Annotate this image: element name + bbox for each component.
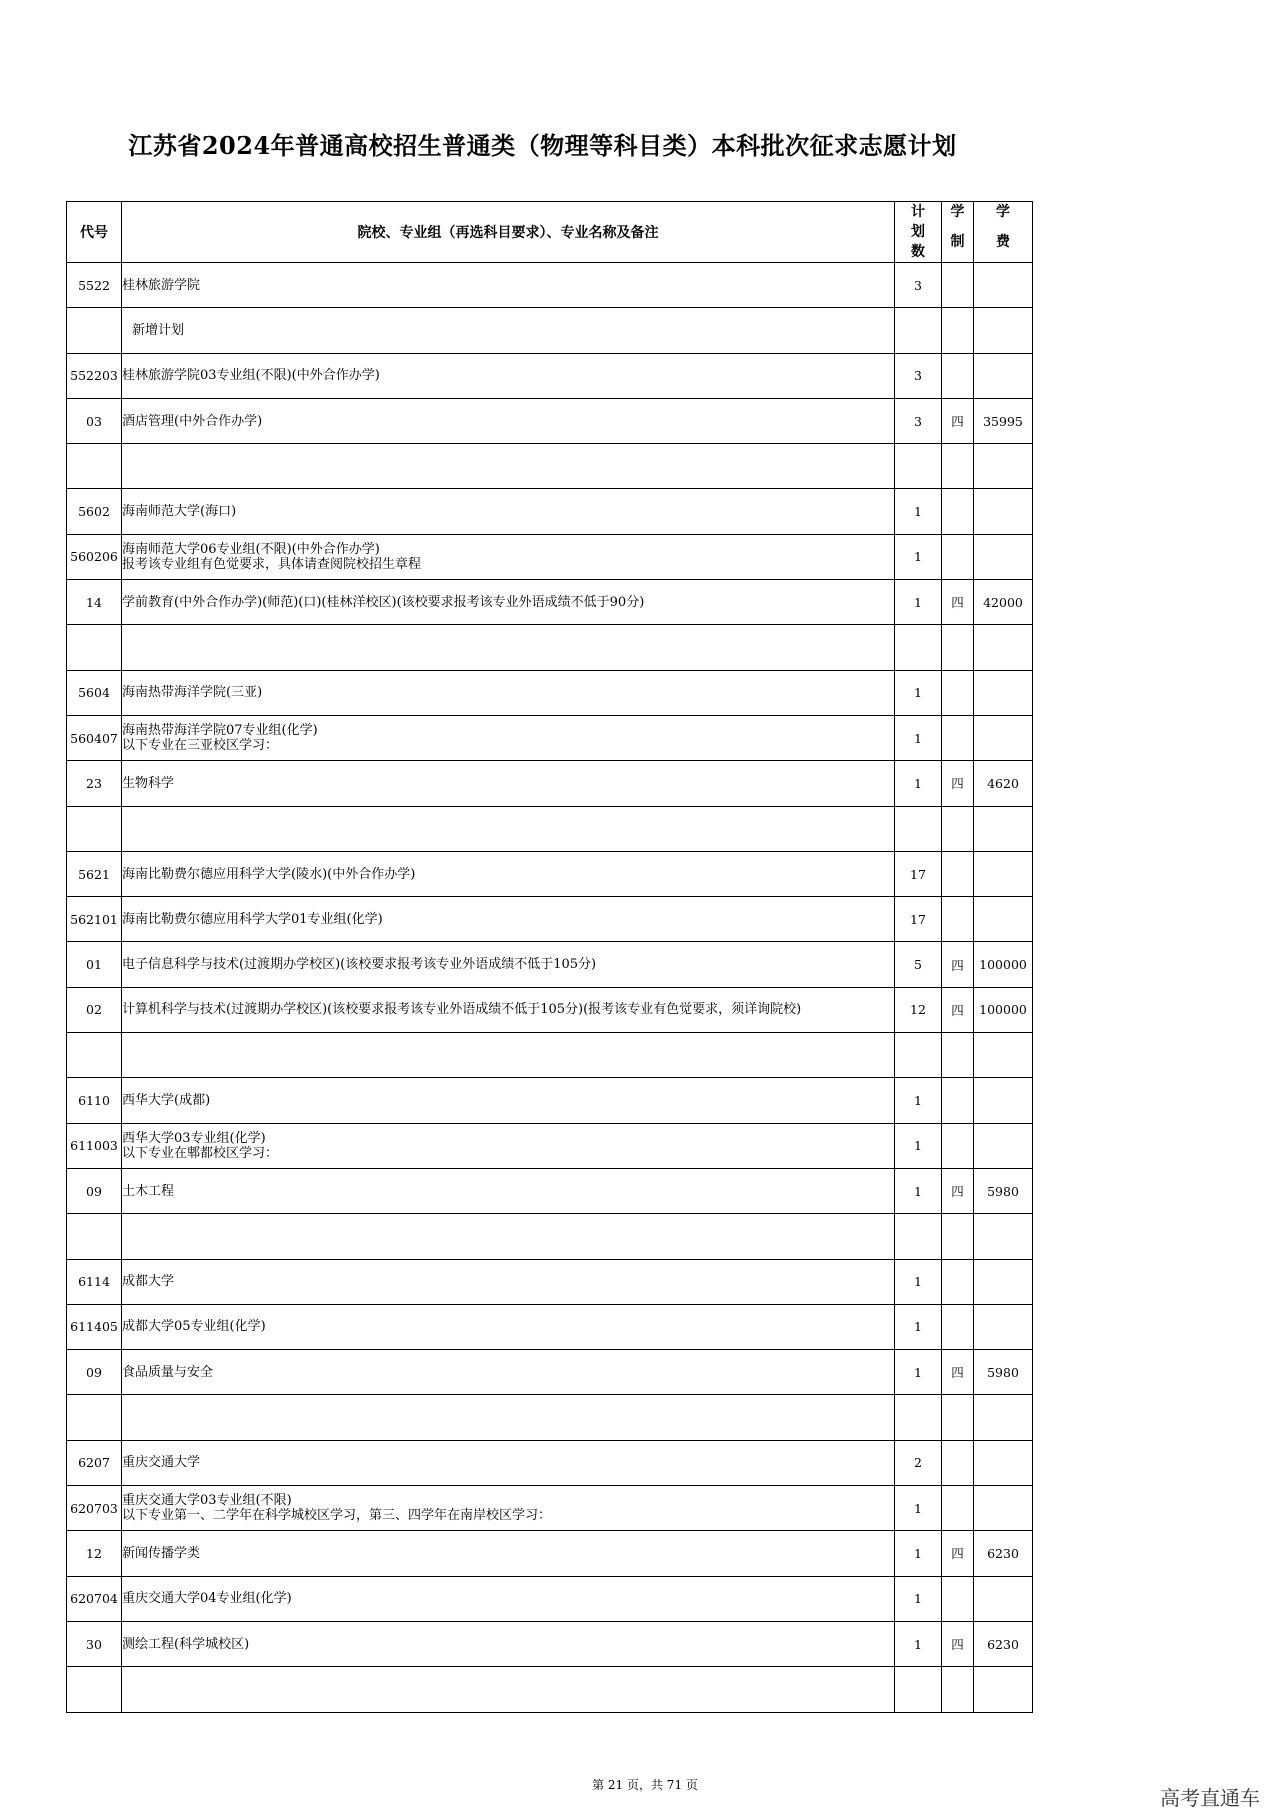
cell-plan: 1 (895, 715, 942, 760)
cell-fee (974, 715, 1033, 760)
cell-name (122, 625, 895, 670)
cell-duration: 四 (942, 761, 974, 806)
cell-duration: 四 (942, 1350, 974, 1395)
cell-name (122, 1576, 895, 1621)
cell-fee (974, 1304, 1033, 1349)
cell-fee (974, 353, 1033, 398)
cell-fee (974, 625, 1033, 670)
cell-duration: 四 (942, 398, 974, 443)
cell-duration: 四 (942, 1168, 974, 1213)
cell-plan: 3 (895, 398, 942, 443)
cell-code (67, 1033, 122, 1078)
cell-fee (974, 897, 1033, 942)
cell-name (122, 308, 895, 353)
cell-duration (942, 1214, 974, 1259)
cell-name-line: 重庆交通大学 (122, 1455, 201, 1471)
cell-code: 562101 (67, 897, 122, 942)
table-row (67, 1214, 1033, 1259)
cell-fee: 100000 (974, 942, 1033, 987)
cell-duration (942, 263, 974, 308)
cell-duration (942, 1395, 974, 1440)
cell-code: 620704 (67, 1576, 122, 1621)
cell-name (122, 444, 895, 489)
table-row (67, 806, 1033, 851)
cell-code: 5621 (67, 851, 122, 896)
cell-code: 09 (67, 1168, 122, 1213)
cell-plan: 1 (895, 1486, 942, 1531)
cell-duration: 四 (942, 987, 974, 1032)
cell-name (122, 580, 895, 625)
table-row (67, 444, 1033, 489)
cell-name (122, 851, 895, 896)
cell-duration (942, 851, 974, 896)
cell-name-line: 以下专业在郫都校区学习： (122, 1145, 279, 1161)
cell-plan: 3 (895, 263, 942, 308)
cell-code (67, 1395, 122, 1440)
cell-name-line: 海南比勒费尔德应用科学大学(陵水)(中外合作办学) (122, 866, 416, 882)
cell-fee (974, 851, 1033, 896)
cell-name-line: 西华大学03专业组(化学) (122, 1130, 266, 1146)
cell-code (67, 806, 122, 851)
cell-code: 611405 (67, 1304, 122, 1349)
cell-code: 02 (67, 987, 122, 1032)
cell-name (122, 1350, 895, 1395)
cell-plan: 1 (895, 1168, 942, 1213)
cell-plan: 1 (895, 670, 942, 715)
cell-plan: 2 (895, 1440, 942, 1485)
cell-plan (895, 444, 942, 489)
cell-code: 09 (67, 1350, 122, 1395)
table-row (67, 1621, 1033, 1666)
table-row (67, 715, 1033, 760)
cell-duration (942, 715, 974, 760)
cell-plan: 1 (895, 1304, 942, 1349)
watermark-text: 高考直通车 (1160, 1786, 1260, 1810)
cell-plan (895, 806, 942, 851)
cell-plan: 1 (895, 580, 942, 625)
cell-duration: 四 (942, 580, 974, 625)
cell-code: 5604 (67, 670, 122, 715)
page-footer: 第 21 页，共 71 页 (592, 1778, 698, 1792)
cell-name (122, 897, 895, 942)
cell-name-line: 海南热带海洋学院07专业组(化学) (122, 723, 318, 739)
cell-name (122, 1486, 895, 1531)
cell-code: 560407 (67, 715, 122, 760)
cell-duration (942, 670, 974, 715)
table-row (67, 897, 1033, 942)
cell-plan: 17 (895, 851, 942, 896)
table-row (67, 625, 1033, 670)
cell-name-line: 测绘工程(科学城校区) (122, 1636, 250, 1652)
cell-name-line: 西华大学(成都) (122, 1092, 211, 1108)
cell-code: 6114 (67, 1259, 122, 1304)
cell-duration (942, 1440, 974, 1485)
cell-fee (974, 1440, 1033, 1485)
cell-code (67, 625, 122, 670)
cell-duration (942, 444, 974, 489)
cell-code: 01 (67, 942, 122, 987)
cell-name-line: 食品质量与安全 (122, 1364, 214, 1380)
table-row (67, 398, 1033, 443)
cell-fee (974, 489, 1033, 534)
cell-name (122, 1395, 895, 1440)
cell-duration (942, 1033, 974, 1078)
cell-name (122, 1621, 895, 1666)
table-row (67, 1531, 1033, 1576)
cell-name-line: 海南师范大学06专业组(不限)(中外合作办学) (122, 541, 380, 557)
cell-name (122, 1168, 895, 1213)
cell-fee: 4620 (974, 761, 1033, 806)
cell-name (122, 670, 895, 715)
table-row (67, 987, 1033, 1032)
header-code: 代号 (67, 202, 122, 263)
cell-plan: 1 (895, 761, 942, 806)
cell-name-line: 海南师范大学(海口) (122, 504, 237, 520)
cell-name-line: 报考该专业组有色觉要求，具体请查阅院校招生章程 (122, 556, 422, 572)
cell-name (122, 987, 895, 1032)
cell-fee (974, 670, 1033, 715)
cell-name-line: 成都大学05专业组(化学) (122, 1319, 266, 1335)
cell-fee: 42000 (974, 580, 1033, 625)
cell-name-line: 海南比勒费尔德应用科学大学01专业组(化学) (122, 911, 383, 927)
cell-duration: 四 (942, 1531, 974, 1576)
cell-plan: 12 (895, 987, 942, 1032)
header-plan: 计 划 数 (895, 202, 942, 263)
cell-name-line: 计算机科学与技术(过渡期办学校区)(该校要求报考该专业外语成绩不低于105分)(报考该专业有色觉要求，须详询院校) (122, 1002, 802, 1018)
cell-plan: 1 (895, 1078, 942, 1123)
cell-fee (974, 263, 1033, 308)
document-title: 江苏省2024年普通高校招生普通类（物理等科目类）本科批次征求志愿计划 (128, 131, 957, 160)
cell-name (122, 1531, 895, 1576)
cell-name-line: 新增计划 (132, 322, 185, 338)
cell-code: 30 (67, 1621, 122, 1666)
cell-name (122, 715, 895, 760)
cell-plan: 1 (895, 1350, 942, 1395)
cell-code: 5522 (67, 263, 122, 308)
cell-duration (942, 1576, 974, 1621)
cell-fee (974, 1033, 1033, 1078)
cell-duration (942, 1078, 974, 1123)
cell-name-line: 成都大学 (122, 1274, 175, 1290)
cell-fee (974, 1123, 1033, 1168)
cell-code: 611003 (67, 1123, 122, 1168)
cell-name-line: 电子信息科学与技术(过渡期办学校区)(该校要求报考该专业外语成绩不低于105分) (122, 957, 597, 973)
enrollment-plan-table (66, 201, 1033, 1713)
cell-plan (895, 1214, 942, 1259)
table-header-row (67, 202, 1033, 263)
cell-fee (974, 1214, 1033, 1259)
table-row (67, 489, 1033, 534)
cell-duration (942, 353, 974, 398)
cell-duration (942, 1123, 974, 1168)
cell-name (122, 942, 895, 987)
cell-fee (974, 806, 1033, 851)
cell-fee: 100000 (974, 987, 1033, 1032)
cell-duration (942, 897, 974, 942)
cell-fee (974, 1259, 1033, 1304)
cell-code: 560206 (67, 534, 122, 579)
table-row (67, 1259, 1033, 1304)
table-row (67, 1395, 1033, 1440)
cell-fee: 6230 (974, 1621, 1033, 1666)
cell-name-line: 桂林旅游学院03专业组(不限)(中外合作办学) (122, 368, 380, 384)
cell-name-line: 学前教育(中外合作办学)(师范)(口)(桂林洋校区)(该校要求报考该专业外语成绩不低于90分) (122, 594, 645, 610)
cell-duration: 四 (942, 942, 974, 987)
cell-code: 6207 (67, 1440, 122, 1485)
cell-plan: 1 (895, 534, 942, 579)
cell-plan: 1 (895, 1123, 942, 1168)
table-row (67, 353, 1033, 398)
table-row (67, 761, 1033, 806)
cell-duration (942, 1259, 974, 1304)
table-row (67, 534, 1033, 579)
cell-fee (974, 1078, 1033, 1123)
cell-duration (942, 1304, 974, 1349)
cell-plan (895, 1033, 942, 1078)
cell-fee (974, 1395, 1033, 1440)
cell-code (67, 1214, 122, 1259)
cell-code: 14 (67, 580, 122, 625)
cell-plan (895, 308, 942, 353)
cell-name (122, 1123, 895, 1168)
cell-name (122, 1667, 895, 1712)
cell-code (67, 1667, 122, 1712)
cell-duration: 四 (942, 1621, 974, 1666)
cell-duration (942, 806, 974, 851)
cell-plan: 1 (895, 1621, 942, 1666)
cell-duration (942, 534, 974, 579)
cell-duration (942, 1667, 974, 1712)
table-row (67, 1667, 1033, 1712)
cell-name (122, 1214, 895, 1259)
cell-plan: 1 (895, 1259, 942, 1304)
table-row (67, 308, 1033, 353)
header-duration: 学 制 (942, 202, 974, 263)
cell-fee (974, 444, 1033, 489)
cell-code: 5602 (67, 489, 122, 534)
cell-name (122, 806, 895, 851)
cell-fee (974, 308, 1033, 353)
cell-plan: 17 (895, 897, 942, 942)
cell-plan: 5 (895, 942, 942, 987)
cell-fee: 5980 (974, 1350, 1033, 1395)
cell-fee (974, 1667, 1033, 1712)
cell-plan (895, 1395, 942, 1440)
cell-name (122, 353, 895, 398)
cell-name-line: 以下专业在三亚校区学习： (122, 738, 279, 754)
table-body (67, 263, 1033, 1713)
cell-code: 552203 (67, 353, 122, 398)
cell-name (122, 1440, 895, 1485)
cell-name-line: 生物科学 (122, 775, 175, 791)
table-row (67, 263, 1033, 308)
cell-name (122, 1304, 895, 1349)
cell-plan: 3 (895, 353, 942, 398)
cell-plan: 1 (895, 1531, 942, 1576)
cell-duration (942, 489, 974, 534)
cell-fee: 6230 (974, 1531, 1033, 1576)
table-row (67, 1304, 1033, 1349)
cell-plan (895, 625, 942, 670)
cell-name-line: 海南热带海洋学院(三亚) (122, 685, 263, 701)
table-row (67, 1576, 1033, 1621)
table-row (67, 851, 1033, 896)
cell-name (122, 489, 895, 534)
cell-code: 03 (67, 398, 122, 443)
cell-plan (895, 1667, 942, 1712)
cell-fee (974, 1576, 1033, 1621)
cell-code: 23 (67, 761, 122, 806)
table-row (67, 1033, 1033, 1078)
table-row (67, 1486, 1033, 1531)
cell-code: 6110 (67, 1078, 122, 1123)
table-row (67, 1078, 1033, 1123)
cell-name-line: 重庆交通大学04专业组(化学) (122, 1591, 292, 1607)
cell-name (122, 1259, 895, 1304)
cell-name (122, 1033, 895, 1078)
cell-name-line: 土木工程 (122, 1183, 175, 1199)
cell-fee: 5980 (974, 1168, 1033, 1213)
cell-name-line: 桂林旅游学院 (122, 277, 201, 293)
cell-plan: 1 (895, 489, 942, 534)
header-name: 院校、专业组（再选科目要求）、专业名称及备注 (122, 202, 895, 263)
cell-name-line: 酒店管理(中外合作办学) (122, 413, 263, 429)
table-row (67, 942, 1033, 987)
table-row (67, 1168, 1033, 1213)
cell-duration (942, 1486, 974, 1531)
cell-name-line: 以下专业第一、二学年在科学城校区学习，第三、四学年在南岸校区学习： (122, 1508, 552, 1524)
cell-fee (974, 1486, 1033, 1531)
cell-name (122, 263, 895, 308)
cell-duration (942, 625, 974, 670)
cell-name (122, 398, 895, 443)
cell-code: 620703 (67, 1486, 122, 1531)
cell-name (122, 534, 895, 579)
table-row (67, 580, 1033, 625)
cell-fee (974, 534, 1033, 579)
table-row (67, 1350, 1033, 1395)
table-row (67, 1440, 1033, 1485)
cell-name (122, 1078, 895, 1123)
cell-fee: 35995 (974, 398, 1033, 443)
cell-code (67, 308, 122, 353)
cell-name-line: 重庆交通大学03专业组(不限) (122, 1493, 292, 1509)
table-row (67, 670, 1033, 715)
header-fee: 学 费 (974, 202, 1033, 263)
cell-name-line: 新闻传播学类 (122, 1545, 201, 1561)
cell-duration (942, 308, 974, 353)
cell-plan: 1 (895, 1576, 942, 1621)
table-row (67, 1123, 1033, 1168)
cell-code (67, 444, 122, 489)
cell-code: 12 (67, 1531, 122, 1576)
cell-name (122, 761, 895, 806)
